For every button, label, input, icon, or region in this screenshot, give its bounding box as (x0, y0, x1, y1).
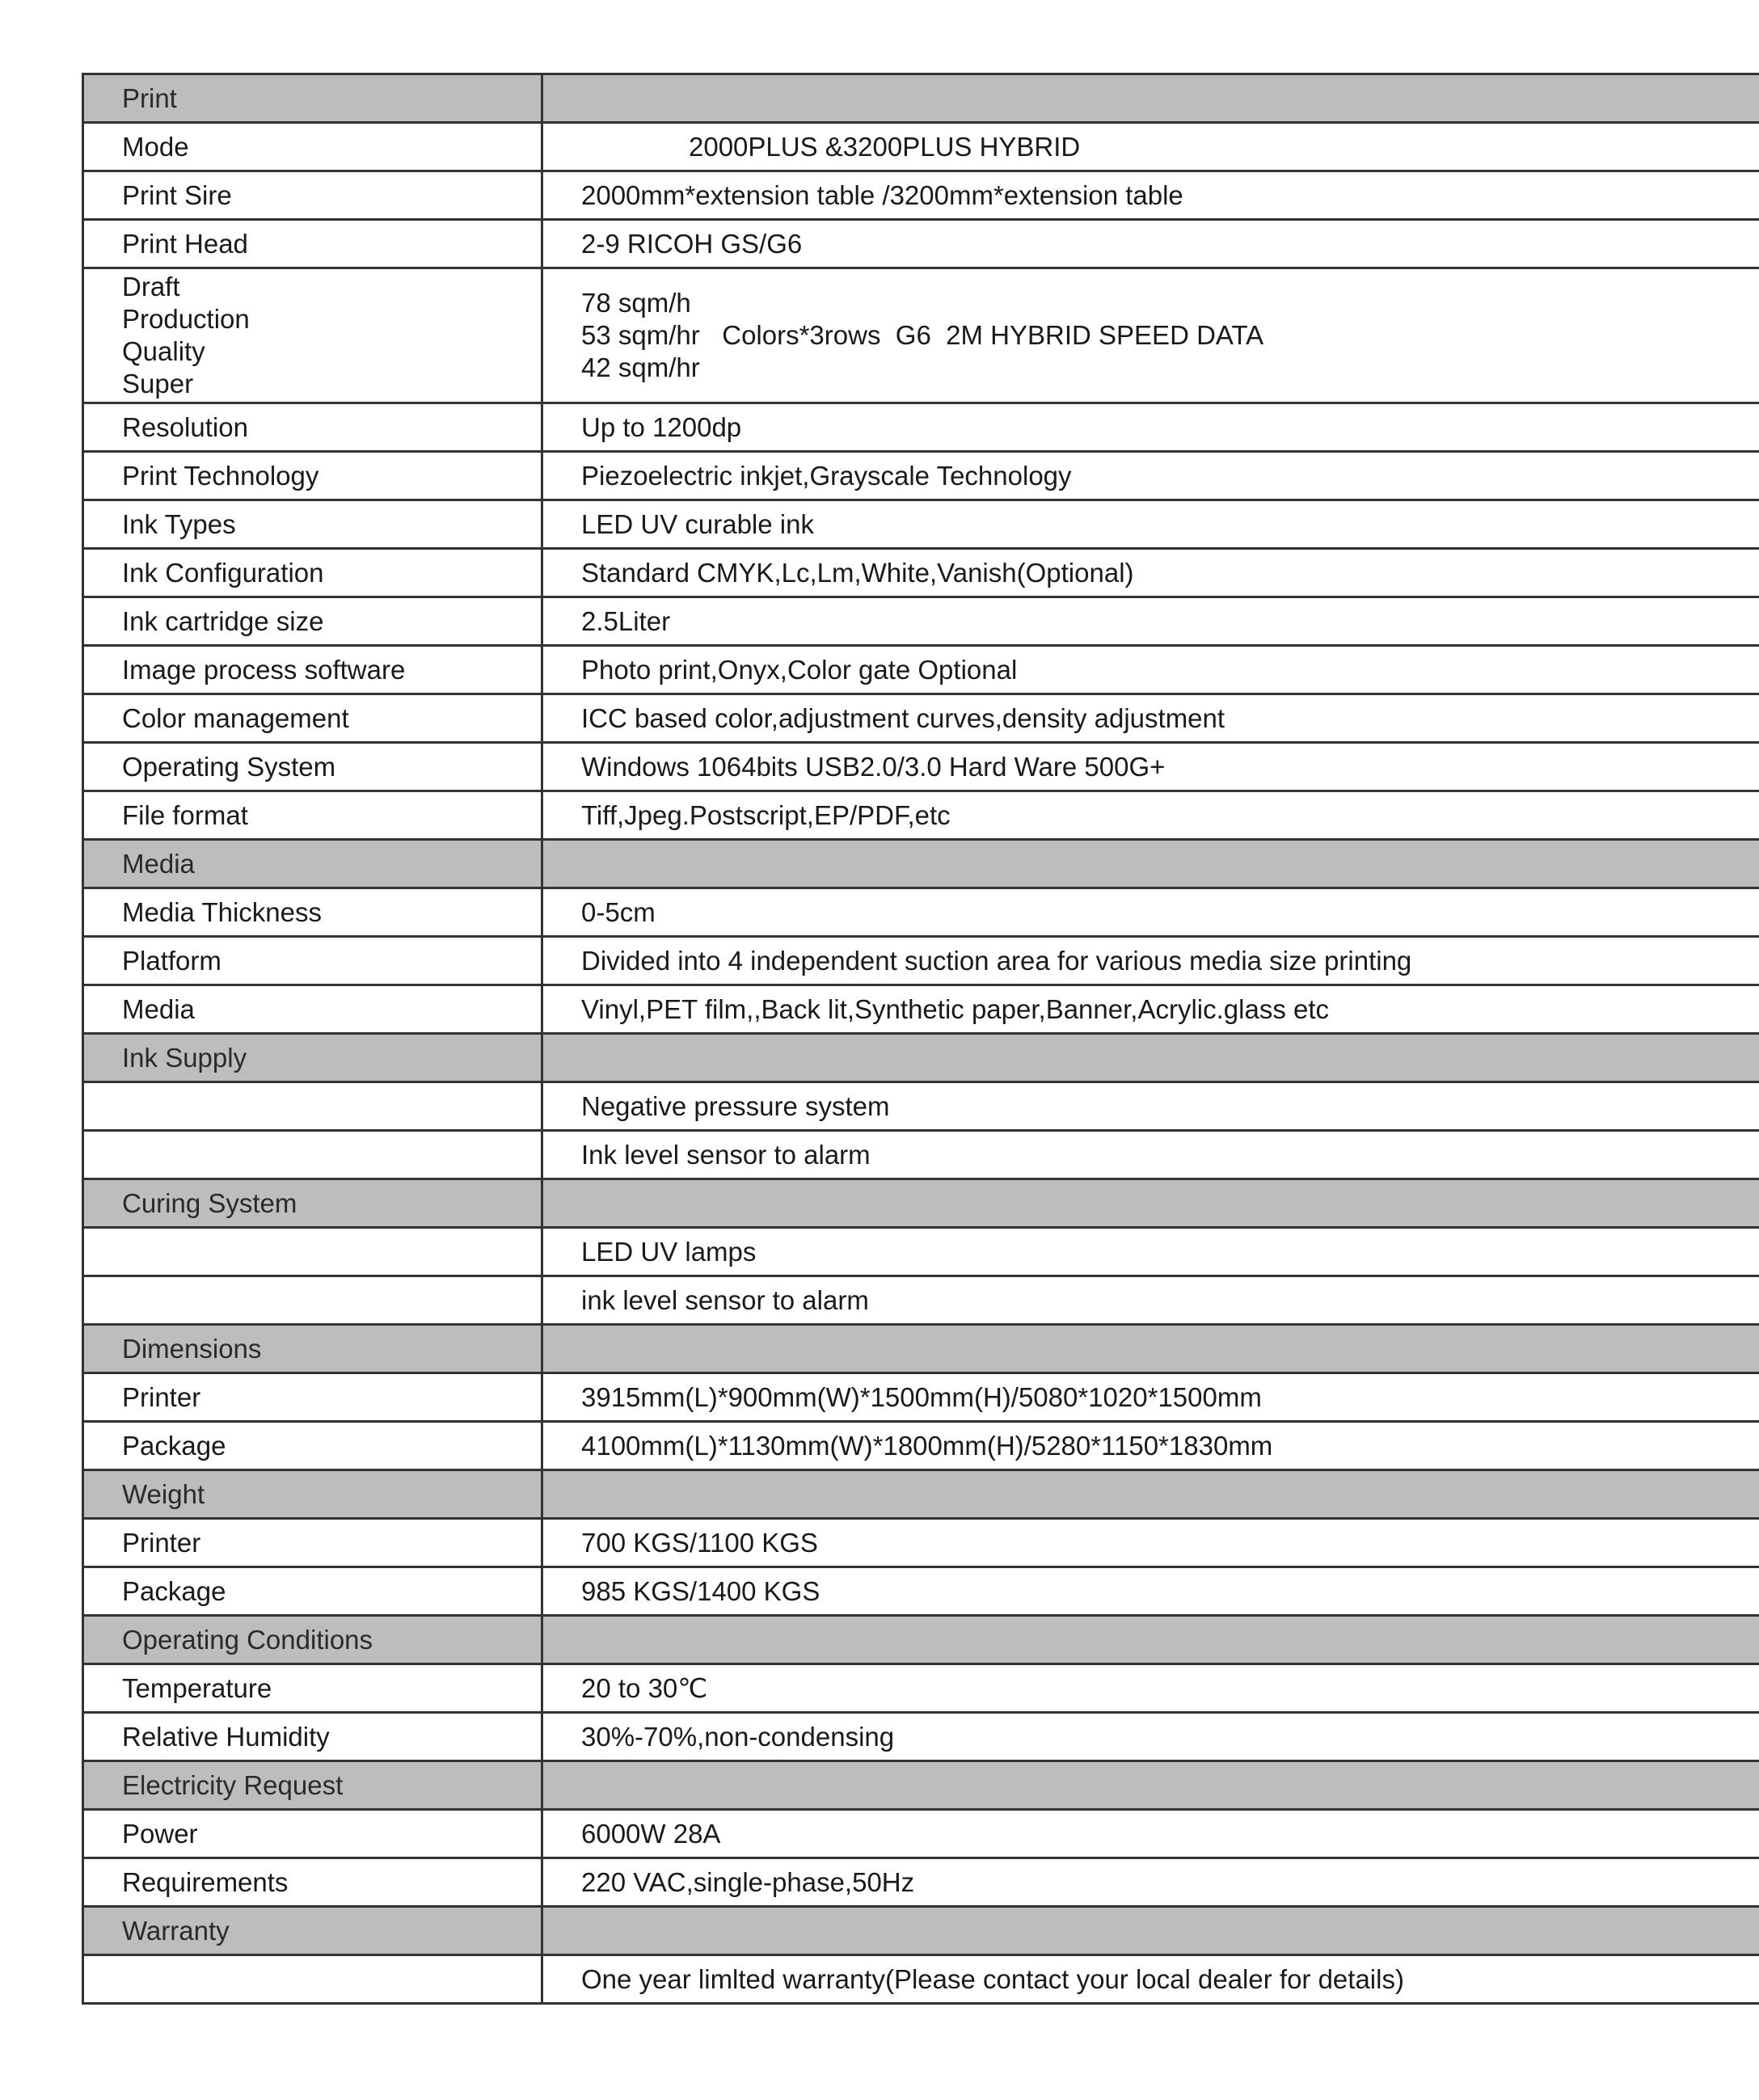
spec-value: 6000W 28A (542, 1810, 1759, 1858)
spec-row (83, 1713, 1759, 1761)
spec-value: 2000mm*extension table /3200mm*extension table (542, 171, 1759, 220)
section-header-label: Media (83, 840, 542, 888)
spec-value: Tiff,Jpeg.Postscript,EP/PDF,etc (542, 791, 1759, 840)
spec-value: LED UV lamps (542, 1228, 1759, 1276)
spec-row (83, 985, 1759, 1034)
spec-label (83, 1082, 542, 1131)
spec-value: 2-9 RICOH GS/G6 (542, 220, 1759, 268)
section-header-label: Print (83, 74, 542, 123)
spec-label (83, 1228, 542, 1276)
spec-label: Print Sire (83, 171, 542, 220)
speed-mode-values (542, 268, 1759, 403)
spec-value: Ink level sensor to alarm (542, 1131, 1759, 1179)
spec-value: Windows 1064bits USB2.0/3.0 Hard Ware 500G+ (542, 743, 1759, 791)
section-header-row (83, 1325, 1759, 1373)
spec-label: Platform (83, 937, 542, 985)
section-header-fill (542, 1034, 1759, 1082)
speed-mode-value: 42 sqm/hr (581, 352, 700, 382)
spec-row (83, 171, 1759, 220)
spec-label: Color management (83, 694, 542, 743)
spec-row (83, 123, 1759, 171)
spec-row (83, 452, 1759, 500)
speed-mode-label: Super (122, 369, 194, 398)
speed-mode-value: 78 sqm/h (581, 288, 691, 318)
spec-value: LED UV curable ink (542, 500, 1759, 549)
section-header-row (83, 1761, 1759, 1810)
section-header-row (83, 840, 1759, 888)
speed-mode-value: 53 sqm/hr Colors*3rows G6 2M HYBRID SPEED DATA (581, 320, 1264, 350)
speed-mode-label: Quality (122, 336, 205, 366)
spec-label: Ink Types (83, 500, 542, 549)
section-header-label: Electricity Request (83, 1761, 542, 1810)
spec-row (83, 1373, 1759, 1422)
spec-value: Negative pressure system (542, 1082, 1759, 1131)
spec-label: Print Head (83, 220, 542, 268)
spec-value: One year limlted warranty(Please contact your local dealer for details) (542, 1955, 1759, 2004)
section-header-label: Curing System (83, 1179, 542, 1228)
spec-row (83, 1131, 1759, 1179)
spec-label (83, 1955, 542, 2004)
spec-label: Image process software (83, 646, 542, 694)
spec-value: 985 KGS/1400 KGS (542, 1567, 1759, 1616)
spec-row (83, 1422, 1759, 1470)
spec-value: Standard CMYK,Lc,Lm,White,Vanish(Optional) (542, 549, 1759, 597)
spec-row (83, 646, 1759, 694)
section-header-row (83, 74, 1759, 123)
spec-value: 2.5Liter (542, 597, 1759, 646)
section-header-fill (542, 1761, 1759, 1810)
spec-value: 30%-70%,non-condensing (542, 1713, 1759, 1761)
spec-label: Operating System (83, 743, 542, 791)
section-header-fill (542, 74, 1759, 123)
spec-label: Relative Humidity (83, 1713, 542, 1761)
spec-label: Media (83, 985, 542, 1034)
speed-mode-label: Draft (122, 272, 180, 302)
section-header-row (83, 1470, 1759, 1519)
spec-value: Vinyl,PET film,,Back lit,Synthetic paper,Banner,Acrylic.glass etc (542, 985, 1759, 1034)
spec-row (83, 743, 1759, 791)
spec-value: 20 to 30℃ (542, 1664, 1759, 1713)
section-header-label: Weight (83, 1470, 542, 1519)
spec-row (83, 888, 1759, 937)
spec-row (83, 220, 1759, 268)
spec-row (83, 1567, 1759, 1616)
spec-row (83, 597, 1759, 646)
spec-value: 220 VAC,single-phase,50Hz (542, 1858, 1759, 1907)
speed-mode-label: Production (122, 304, 250, 334)
spec-label (83, 1131, 542, 1179)
spec-label (83, 1276, 542, 1325)
speed-modes-row (83, 268, 1759, 403)
spec-row (83, 1858, 1759, 1907)
spec-row (83, 791, 1759, 840)
spec-value: 3915mm(L)*900mm(W)*1500mm(H)/5080*1020*1500mm (542, 1373, 1759, 1422)
spec-row (83, 500, 1759, 549)
spec-value: Divided into 4 independent suction area for various media size printing (542, 937, 1759, 985)
section-header-label: Dimensions (83, 1325, 542, 1373)
spec-label: Mode (83, 123, 542, 171)
section-header-fill (542, 1907, 1759, 1955)
spec-label: Media Thickness (83, 888, 542, 937)
spec-value: 4100mm(L)*1130mm(W)*1800mm(H)/5280*1150*1830mm (542, 1422, 1759, 1470)
section-header-row (83, 1907, 1759, 1955)
spec-label: Printer (83, 1373, 542, 1422)
section-header-fill (542, 1616, 1759, 1664)
spec-table (82, 73, 1759, 2005)
spec-row (83, 937, 1759, 985)
section-header-label: Warranty (83, 1907, 542, 1955)
spec-row (83, 1082, 1759, 1131)
spec-value: 0-5cm (542, 888, 1759, 937)
spec-label: Print Technology (83, 452, 542, 500)
spec-label: Requirements (83, 1858, 542, 1907)
spec-row (83, 694, 1759, 743)
spec-label: File format (83, 791, 542, 840)
spec-value: Piezoelectric inkjet,Grayscale Technology (542, 452, 1759, 500)
spec-row (83, 1276, 1759, 1325)
spec-table-body (83, 74, 1759, 2004)
spec-label: Package (83, 1422, 542, 1470)
section-header-fill (542, 840, 1759, 888)
spec-row (83, 1519, 1759, 1567)
spec-row (83, 1228, 1759, 1276)
section-header-row (83, 1034, 1759, 1082)
spec-value: ICC based color,adjustment curves,density adjustment (542, 694, 1759, 743)
spec-row (83, 549, 1759, 597)
section-header-row (83, 1616, 1759, 1664)
section-header-label: Ink Supply (83, 1034, 542, 1082)
spec-value: 2000PLUS &3200PLUS HYBRID (542, 123, 1759, 171)
section-header-fill (542, 1470, 1759, 1519)
spec-row (83, 1664, 1759, 1713)
spec-row (83, 403, 1759, 452)
section-header-row (83, 1179, 1759, 1228)
section-header-fill (542, 1325, 1759, 1373)
spec-label: Temperature (83, 1664, 542, 1713)
spec-value: Up to 1200dp (542, 403, 1759, 452)
spec-label: Package (83, 1567, 542, 1616)
spec-value: ink level sensor to alarm (542, 1276, 1759, 1325)
spec-label: Resolution (83, 403, 542, 452)
spec-label: Ink cartridge size (83, 597, 542, 646)
spec-label: Ink Configuration (83, 549, 542, 597)
spec-value: 700 KGS/1100 KGS (542, 1519, 1759, 1567)
spec-value: Photo print,Onyx,Color gate Optional (542, 646, 1759, 694)
spec-label: Power (83, 1810, 542, 1858)
spec-row (83, 1955, 1759, 2004)
spec-row (83, 1810, 1759, 1858)
speed-mode-labels (83, 268, 542, 403)
spec-label: Printer (83, 1519, 542, 1567)
section-header-fill (542, 1179, 1759, 1228)
section-header-label: Operating Conditions (83, 1616, 542, 1664)
